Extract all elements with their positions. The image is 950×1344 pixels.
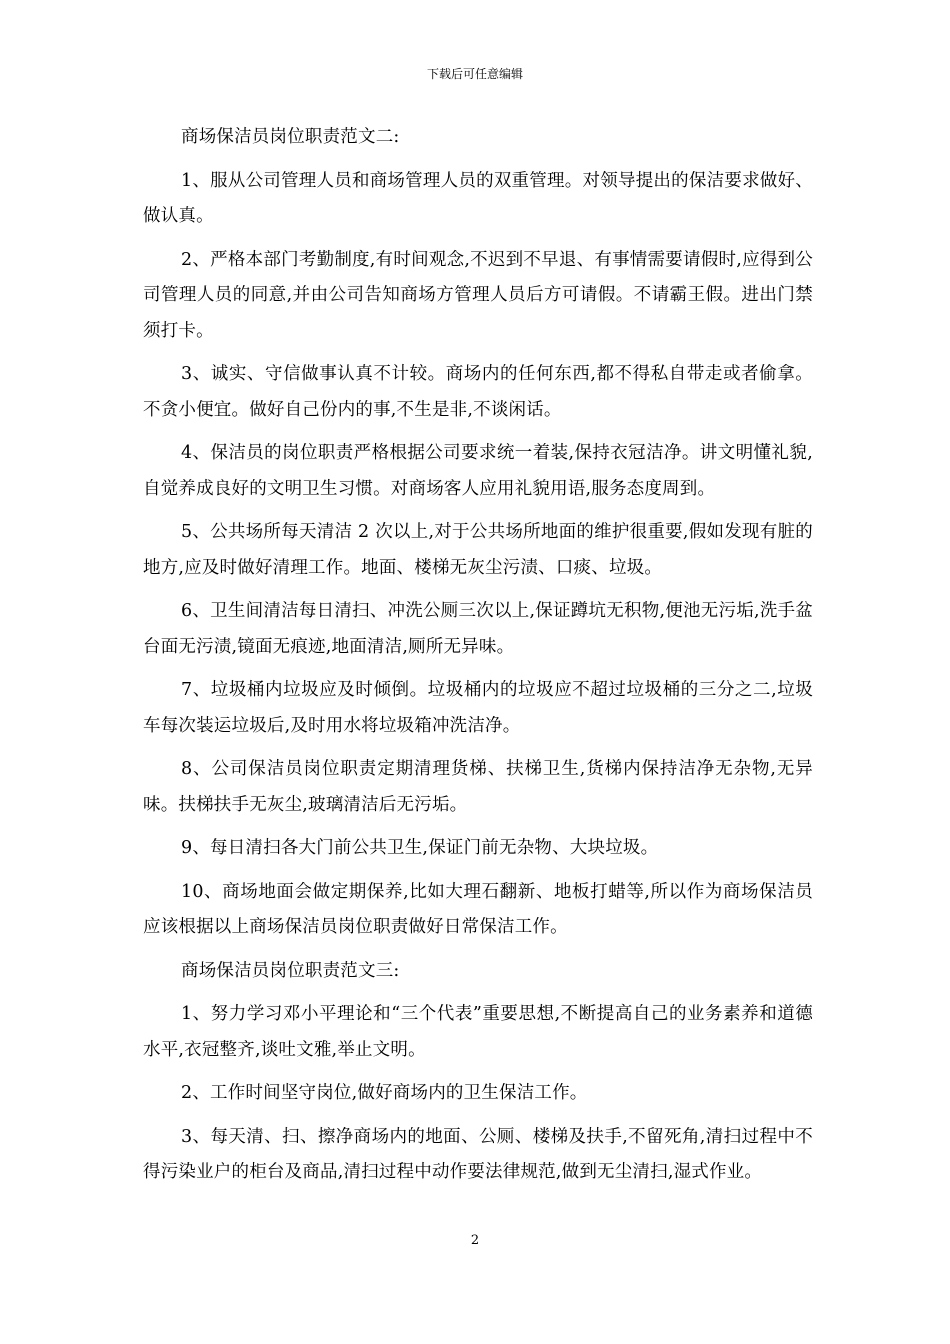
list-item: 1、服从公司管理人员和商场管理人员的双重管理。对领导提出的保洁要求做好、做认真。: [143, 170, 813, 226]
list-item: 9、每日清扫各大门前公共卫生,保证门前无杂物、大块垃圾。: [181, 838, 659, 858]
section-title-2: 商场保洁员岗位职责范文二:: [181, 127, 400, 147]
list-item: 2、严格本部门考勤制度,有时间观念,不迟到不早退、有事情需要请假时,应得到公司管理人员的同意,并由公司告知商场方管理人员后方可请假。不请霸王假。进出门禁须打卡。: [143, 249, 813, 341]
section-title-3: 商场保洁员岗位职责范文三:: [181, 960, 400, 981]
list-item: 10、商场地面会做定期保养,比如大理石翻新、地板打蜡等,所以作为商场保洁员应该根据以上商场保洁员岗位职责做好日常保洁工作。: [143, 881, 813, 937]
list-item: 7、垃圾桶内垃圾应及时倾倒。垃圾桶内的垃圾应不超过垃圾桶的三分之二,垃圾车每次装运垃圾后,及时用水将垃圾箱冲洗洁净。: [143, 680, 813, 736]
list-item: 8、公司保洁员岗位职责定期清理货梯、扶梯卫生,货梯内保持洁净无杂物,无异味。扶梯扶手无灰尘,玻璃清洁后无污垢。: [143, 759, 813, 815]
list-item: 6、卫生间清洁每日清扫、冲洗公厕三次以上,保证蹲坑无积物,便池无污垢,洗手盆台面无污渍,镜面无痕迹,地面清洁,厕所无异味。: [143, 601, 813, 657]
list-item: 3、每天清、扫、擦净商场内的地面、公厕、楼梯及扶手,不留死角,清扫过程中不得污染业户的柜台及商品,清扫过程中动作要法律规范,做到无尘清扫,湿式作业。: [143, 1126, 813, 1182]
list-item: 5、公共场所每天清洁 2 次以上,对于公共场所地面的维护很重要,假如发现有脏的地方,应及时做好清理工作。地面、楼梯无灰尘污渍、口痰、垃圾。: [143, 522, 813, 578]
list-item: 4、保洁员的岗位职责严格根据公司要求统一着装,保持衣冠洁净。讲文明懂礼貌,自觉养成良好的文明卫生习惯。对商场客人应用礼貌用语,服务态度周到。: [143, 443, 813, 499]
document-body: [143, 120, 813, 1199]
list-item: 1、努力学习邓小平理论和“三个代表”重要思想,不断提高自己的业务素养和道德水平,衣冠整齐,谈吐文雅,举止文明。: [143, 1004, 813, 1060]
list-item: 3、诚实、守信做事认真不计较。商场内的任何东西,都不得私自带走或者偷拿。不贪小便宜。做好自己份内的事,不生是非,不谈闲话。: [143, 364, 813, 420]
header-note: 下载后可任意编辑: [426, 67, 523, 81]
page-number: 2: [470, 1233, 480, 1248]
list-item: 2、工作时间坚守岗位,做好商场内的卫生保洁工作。: [181, 1083, 588, 1103]
